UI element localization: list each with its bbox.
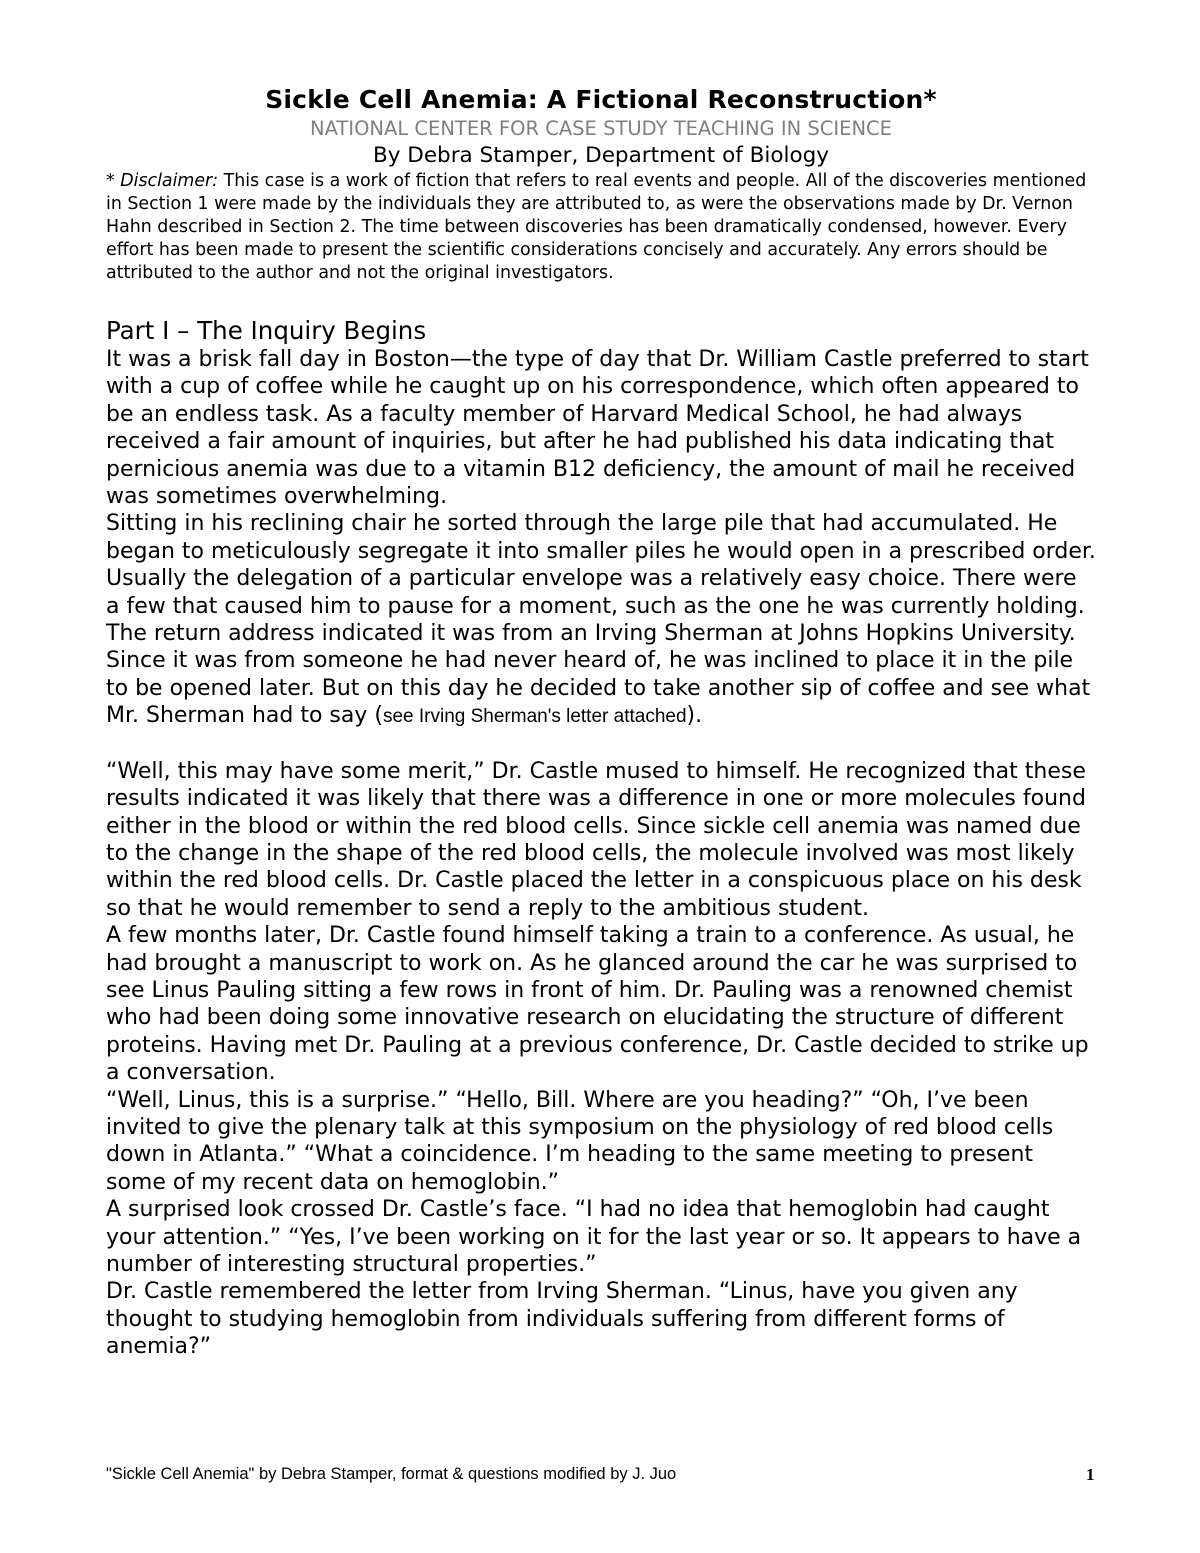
paragraph-2 (106, 510, 1096, 730)
paragraph-6: A surprised look crossed Dr. Castle’s face. “I had no idea that hemoglobin had caught your attention.” “Yes, I’ve been working on it for the last year or so. It appears to have a number of interesting structural properties.” (106, 1197, 1082, 1277)
document-title: Sickle Cell Anemia: A Fictional Reconstruction* (265, 85, 937, 114)
paragraph-gap (106, 731, 1096, 758)
letter-reference-note: see Irving Sherman's letter attached (382, 706, 687, 728)
publisher-line: NATIONAL CENTER FOR CASE STUDY TEACHING IN SCIENCE (310, 117, 892, 140)
paragraph-5: “Well, Linus, this is a surprise.” “Hello, Bill. Where are you heading?” “Oh, I’ve been invited to give the plenary talk at this symposium on the physiology of red blood cells down in Atlanta.” “What a coincidence. I’m heading to the same meeting to present some of my recent data on hemoglobin.” (106, 1087, 1054, 1195)
paragraph-7: Dr. Castle remembered the letter from Irving Sherman. “Linus, have you given any thought to studying hemoglobin from individuals suffering from different forms of anemia?” (106, 1279, 1018, 1360)
disclaimer-label: Disclaimer: (120, 171, 219, 191)
document-page (106, 84, 1096, 1361)
paragraph-4: A few months later, Dr. Castle found himself taking a train to a conference. As usual, he had brought a manuscript to work on. As he glanced around the car he was surprised to see Linus Pauling sitting a few rows in front of him. Dr. Pauling was a renowned chemist who had been doing some innovative research on elucidating the structure of different proteins. Having met Dr. Pauling at a previous conference, Dr. Castle decided to strike up a conversation. (106, 923, 1089, 1086)
paragraph-1: It was a brisk fall day in Boston—the type of day that Dr. William Castle preferred to start with a cup of coffee while he caught up on his correspondence, which often appeared to be an endless task. As a faculty member of Harvard Medical School, he had always received a fair amount of inquiries, but after he had published his data indicating that pernicious anemia was due to a vitamin B12 deficiency, the amount of mail he received was sometimes overwhelming. (106, 347, 1089, 510)
section-heading: Part I – The Inquiry Begins (106, 316, 427, 345)
paragraph-3: “Well, this may have some merit,” Dr. Castle mused to himself. He recognized that these results indicated it was likely that there was a difference in one or more molecules found either in the blood or within the red blood cells. Since sickle cell anemia was named due to the change in the shape of the red blood cells, the molecule involved was most likely within the red blood cells. Dr. Castle placed the letter in a conspicuous place on his desk so that he would remember to send a reply to the ambitious student. (106, 758, 1086, 921)
paragraph-2-end: ). (686, 703, 703, 729)
paragraph-2-main: Sitting in his reclining chair he sorted through the large pile that had accumulated. He began to meticulously segregate it into smaller piles he would open in a prescribed order. Usually the delegation of a particular envelope was a relatively easy choice. There were a few that caused him to pause for a moment, such as the one he was currently holding. The return address indicated it was from an Irving Sherman at Johns Hopkins University. Since it was from someone he had never heard of, he was inclined to place it in the pile to be opened later. But on this day he decided to take another sip of coffee and see what Mr. Sherman had to say ( (106, 511, 1096, 729)
footer-credit: "Sickle Cell Anemia" by Debra Stamper, format & questions modified by J. Juo (106, 1465, 677, 1483)
page-number: 1 (1086, 1465, 1095, 1484)
author-byline: By Debra Stamper, Department of Biology (372, 143, 830, 168)
disclaimer (106, 170, 1096, 285)
disclaimer-text: This case is a work of fiction that refers to real events and people. All of the discoveries mentioned in Section 1 were made by the individuals they are attributed to, as were the observations made by Dr. Vernon Hahn described in Section 2. The time between discoveries has been dramatically condensed, however. Every effort has been made to present the scientific considerations concisely and accurately. Any errors should be attributed to the author and not the original investigators. (106, 171, 1087, 283)
disclaimer-marker: * (106, 171, 121, 191)
